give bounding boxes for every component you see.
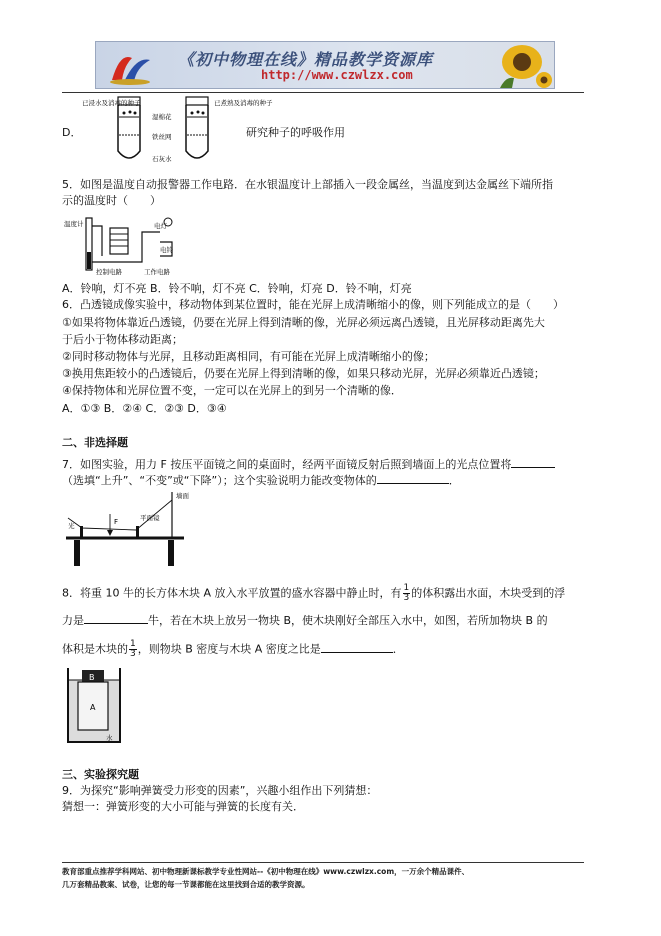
floating-block-figure	[64, 664, 126, 746]
footer-line2: 几万套精品教案、试卷，让您的每一节课都能在这里找到合适的教学资源。	[62, 880, 310, 889]
q5-options: A．铃响，灯不亮 B．铃不响，灯不亮 C．铃响，灯亮 D．铃不响，灯亮	[62, 282, 412, 295]
q7-line1: 7．如图实验，用力 F 按压平面镜之间的桌面时，经两平面镜反射后照到墙面上的光点位置将	[62, 456, 555, 472]
fig-label-mirror: 平面镜	[140, 514, 160, 522]
seed-respiration-figure	[80, 93, 273, 171]
banner-url[interactable]: http://www.czwlzx.com	[261, 68, 413, 82]
footer-rule	[62, 862, 584, 863]
banner-title: 《初中物理在线》精品教学资源库	[178, 50, 434, 69]
fig-label-control: 控制电路	[96, 268, 122, 276]
fig-label-limewater: 石灰水	[152, 155, 172, 163]
q8-line2: 力是 牛，若在木块上放另一物块 B，使木块刚好全部压入水中，如图，若所加物块 B 的	[62, 614, 548, 627]
footer-line1: 教育部重点推荐学科网站、初中物理新课标教学专业性网站--《初中物理在线》www.czwlzx.com，一万余个精品课件、	[62, 867, 470, 876]
q8-blank-1[interactable]	[84, 612, 148, 624]
q7-blank-1[interactable]	[511, 456, 555, 468]
q8-line1: 8．将重 10 牛的长方体木块 A 放入水平放置的盛水容器中静止时，有 $\frac{1}{3}$ 的体积露出水面，木块受到的浮	[62, 583, 566, 603]
q6-statement-1b: 于后小于物体移动距离；	[62, 333, 183, 346]
fig-label-cotton: 湿棉花	[152, 113, 172, 121]
fig-label-right-seed: 已煮熟及消毒的种子	[214, 99, 273, 107]
header-banner	[95, 41, 555, 89]
mirror-table-figure	[64, 490, 188, 570]
fig-label-mesh: 铁丝网	[152, 133, 172, 141]
fig-label-bell: 电铃	[160, 246, 173, 254]
site-logo-icon	[106, 46, 154, 86]
q6-statement-2: ②同时移动物体与光屏，且移动距离相同，有可能在光屏上成清晰缩小的像；	[62, 350, 435, 363]
q7-blank-2[interactable]	[377, 472, 449, 484]
fig-label-left-seed: 已浸水及消毒的种子	[82, 99, 141, 107]
q5-stem-line2: 示的温度时（ ）	[62, 194, 161, 207]
temperature-alarm-figure	[62, 212, 187, 276]
q9-line1: 9．为探究“影响弹簧受力形变的因素”，兴趣小组作出下列猜想：	[62, 784, 378, 797]
fig-label-water: 水	[106, 734, 113, 742]
fig-label-light-ray: 光	[68, 522, 75, 530]
section-3-title: 三、实验探究题	[62, 768, 139, 781]
q7-line2: （选填“上升”、“不变”或“下降”）；这个实验说明力能改变物体的 ．	[62, 474, 460, 487]
q8-fraction-2: $\frac{1}{3}$	[130, 639, 136, 659]
q6-stem: 6．凸透镜成像实验中，移动物体到某位置时，能在光屏上成清晰缩小的像，则下列能成立的是（ ）	[62, 298, 564, 311]
fig-label-thermometer: 温度计	[64, 220, 84, 228]
sunflower-icon	[492, 42, 554, 88]
q6-statement-1a: ①如果将物体靠近凸透镜，仍要在光屏上得到清晰的像，光屏必须远离凸透镜，且光屏移动距离先大	[62, 316, 545, 329]
q8-fraction-1: $\frac{1}{3}$	[403, 583, 410, 603]
q5-stem-line1: 5．如图是温度自动报警器工作电路．在水银温度计上部插入一段金属丝，当温度到达金属丝下端所指	[62, 178, 553, 191]
q4-option-d-text: 研究种子的呼吸作用	[246, 126, 345, 139]
fig-label-force: F	[114, 518, 119, 526]
q8-line3: 体积是木块的 $\frac{1}{3}$ ，则物块 B 密度与木块 A 密度之比是 ．	[62, 639, 404, 659]
q6-statement-3: ③换用焦距较小的凸透镜后，仍要在光屏上得到清晰的像，如果只移动光屏，光屏必须靠近凸透镜；	[62, 367, 545, 380]
section-2-title: 二、非选择题	[62, 436, 128, 449]
fig-label-light: 电灯	[154, 222, 167, 230]
q6-statement-4: ④保持物体和光屏位置不变，一定可以在光屏上的到另一个清晰的像．	[62, 384, 402, 397]
fig-label-block-a: A	[90, 703, 96, 712]
q6-options: A．①③ B．②④ C．②③ D．③④	[62, 402, 227, 415]
q8-blank-2[interactable]	[321, 641, 393, 653]
q9-line2: 猜想一：弹簧形变的大小可能与弹簧的长度有关．	[62, 800, 304, 813]
q4-option-d-label: D．	[62, 126, 82, 139]
fig-label-wall: 墙面	[176, 492, 189, 500]
fig-label-block-b: B	[89, 673, 95, 682]
fig-label-work: 工作电路	[144, 268, 170, 276]
